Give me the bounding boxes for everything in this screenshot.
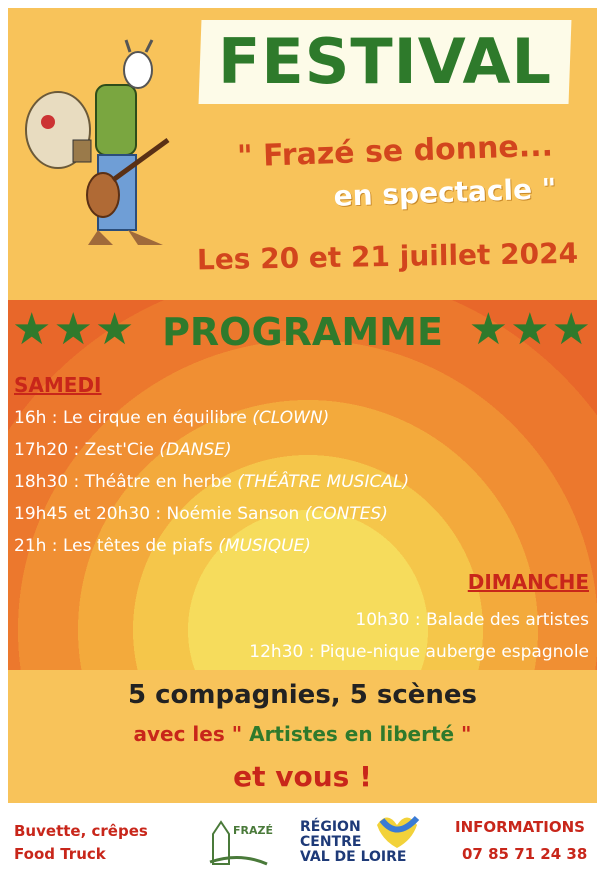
footer-phone: 07 85 71 24 38 — [462, 845, 588, 863]
list-item: 21h : Les têtes de piafs (MUSIQUE) — [14, 536, 311, 556]
programme-panel — [8, 300, 597, 670]
footer-info-label: INFORMATIONS — [455, 818, 585, 836]
day-label-saturday: SAMEDI — [14, 373, 102, 397]
footer-refreshments: Buvette, crêpes — [14, 822, 148, 840]
festival-dates: Les 20 et 21 juillet 2024 — [196, 236, 579, 277]
tagline-line-2: avec les " Artistes en liberté " — [133, 722, 472, 746]
svg-text:FRAZÉ: FRAZÉ — [233, 824, 273, 837]
stars-left: ★★★ — [12, 304, 137, 355]
tagline-line-3: et vous ! — [233, 760, 372, 793]
day-label-sunday: DIMANCHE — [467, 570, 589, 594]
list-item: 12h30 : Pique-nique auberge espagnole — [249, 642, 589, 662]
festival-title: FESTIVAL — [218, 25, 552, 98]
list-item: 16h : Le cirque en équilibre (CLOWN) — [14, 408, 330, 428]
tagline-line-1: 5 compagnies, 5 scènes — [127, 680, 478, 710]
list-item: 10h30 : Balade des artistes — [355, 610, 589, 630]
goat-musician-illustration — [18, 30, 188, 260]
list-item: 18h30 : Théâtre en herbe (THÉÂTRE MUSICAL) — [14, 472, 410, 492]
fraze-logo — [205, 812, 275, 870]
stars-right: ★★★ — [468, 304, 593, 355]
programme-title: PROGRAMME — [162, 310, 443, 354]
subtitle-line-2: en spectacle " — [333, 172, 557, 213]
region-logo-text: RÉGION CENTRE VAL DE LOIRE — [300, 819, 407, 865]
subtitle-line-1: " Frazé se donne... — [236, 128, 554, 175]
footer-food-truck: Food Truck — [14, 845, 106, 863]
list-item: 17h20 : Zest'Cie (DANSE) — [14, 440, 232, 460]
list-item: 19h45 et 20h30 : Noémie Sanson (CONTES) — [14, 504, 388, 524]
